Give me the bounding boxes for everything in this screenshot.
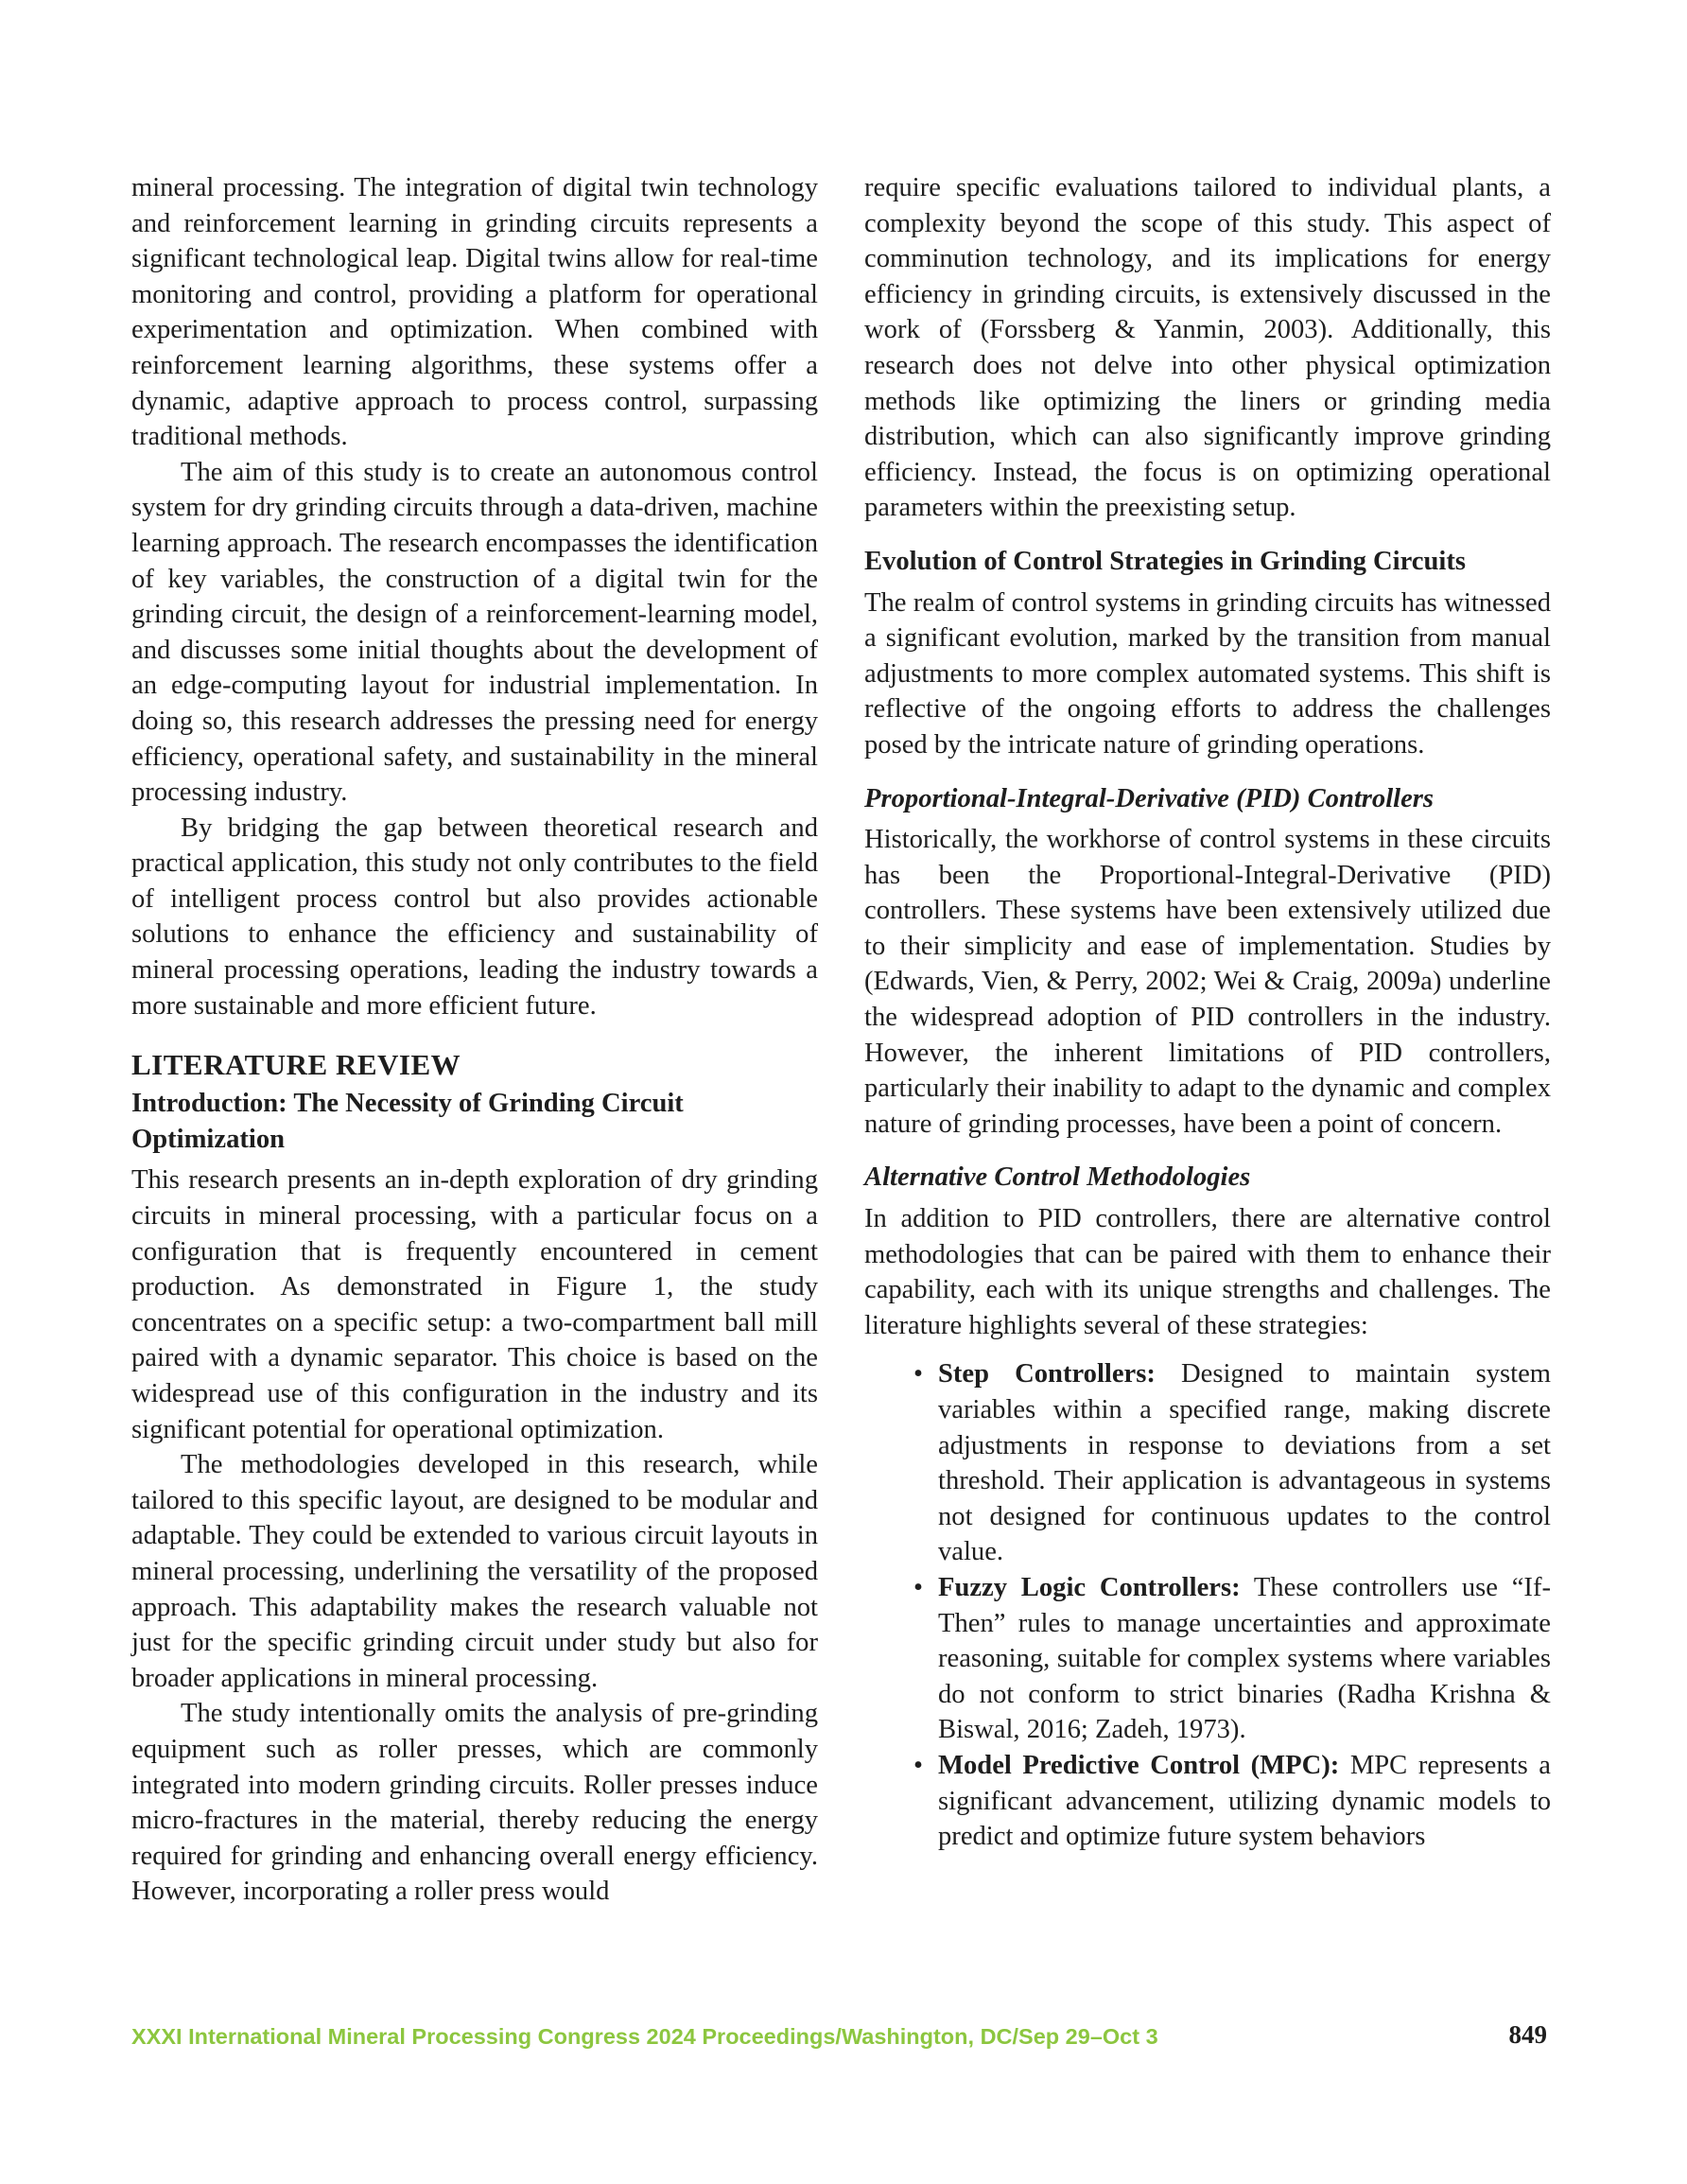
list-item-text: Designed to maintain system variables within a specified range, making discrete adjustments in response to deviations from a set threshold. Their application is advantageous in systems not designed for continuous updates to the control value. [938, 1359, 1552, 1567]
paragraph: mineral processing. The integration of digital twin technology and reinforcement learning in grinding circuits represents a significant technological leap. Digital twins allow for real-time monitoring and control, providing a platform for operational experimentation and optimization. When combined with reinforcement learning algorithms, these systems offer a dynamic, adaptive approach to process control, surpassing traditional methods. [131, 173, 818, 452]
list-item-term: Model Predictive Control (MPC): [938, 1750, 1340, 1780]
subsection-heading: Introduction: The Necessity of Grinding Circuit Optimization [131, 1089, 684, 1154]
list-item [913, 1748, 1551, 1855]
paragraph: This research presents an in-depth exploration of dry grinding circuits in mineral processing, with a particular focus on a configuration that is frequently encountered in cement production. As demonstrated in Figure 1, the study concentrates on a specific setup: a two-compartment ball mill paired with a dynamic separator. This choice is based on the widespread use of this configuration in the industry and its significant potential for operational optimization. [131, 1165, 818, 1444]
page-number: 849 [1508, 2020, 1547, 2049]
paragraph: The aim of this study is to create an autonomous control system for dry grinding circuits through a data-driven, machine learning approach. The research encompasses the identification of key variables, the construction of a digital twin for the grinding circuit, the design of a reinforcement-learning model, and discusses some initial thoughts about the development of an edge-computing layout for industrial implementation. In doing so, this research addresses the pressing need for energy efficiency, operational safety, and sustainability in the mineral processing industry. [131, 457, 818, 808]
right-column [864, 170, 1551, 1855]
list-item-text: These controllers use “If-Then” rules to manage uncertainties and approximate reasoning, suitable for complex systems where variables do not conform to strict binaries (Radha Krishna & Biswal, 2016; Zadeh, 1973). [938, 1572, 1551, 1745]
subsection-heading: Evolution of Control Strategies in Grinding Circuits [864, 546, 1466, 576]
list-item-text: MPC represents a significant advancement, utilizing dynamic models to predict and optimize future system behaviors [938, 1750, 1551, 1852]
list-item [913, 1570, 1551, 1748]
paragraph: In addition to PID controllers, there are alternative control methodologies that can be paired with them to enhance their capability, each with its unique strengths and challenges. The literature highlights several of these strategies: [864, 1204, 1551, 1340]
bullet-icon: • [913, 1359, 924, 1389]
paragraph: The methodologies developed in this research, while tailored to this specific layout, are designed to be modular and adaptable. They could be extended to various circuit layouts in mineral processing, underlining the versatility of the proposed approach. This adaptability makes the research valuable not just for the specific grinding circuit under study but also for broader applications in mineral processing. [131, 1450, 818, 1693]
list-item-term: Fuzzy Logic Controllers: [938, 1572, 1241, 1602]
paragraph: require specific evaluations tailored to individual plants, a complexity beyond the scope of this study. This aspect of comminution technology, and its implications for energy efficiency in grinding circuits, is extensively discussed in the work of (Forssberg & Yanmin, 2003). Additionally, this research does not delve into other physical optimization methods like optimizing the liners or grinding media distribution, which can also significantly improve grinding efficiency. Instead, the focus is on optimizing operational parameters within the preexisting setup. [864, 173, 1551, 523]
list-item-term: Step Controllers: [938, 1359, 1156, 1389]
footer-conference-title: XXXI International Mineral Processing Congress 2024 Proceedings/Washington, DC/Sep 29–Oct 3 [131, 2024, 1158, 2049]
bullet-list [864, 1356, 1551, 1854]
paragraph: By bridging the gap between theoretical research and practical application, this study not only contributes to the field of intelligent process control but also provides actionable solutions to enhance the efficiency and sustainability of mineral processing operations, leading the industry towards a more sustainable and more efficient future. [131, 812, 818, 1021]
bullet-icon: • [913, 1572, 924, 1602]
subsection-heading: Proportional-Integral-Derivative (PID) Controllers [864, 783, 1435, 813]
paragraph: The realm of control systems in grinding circuits has witnessed a significant evolution, marked by the transition from manual adjustments to more complex automated systems. This shift is reflective of the ongoing efforts to address the challenges posed by the intricate nature of grinding operations. [864, 587, 1551, 760]
paragraph: Historically, the workhorse of control systems in these circuits has been the Proportional-Integral-Derivative (PID) controllers. These systems have been extensively utilized due to their simplicity and ease of implementation. Studies by (Edwards, Vien, & Perry, 2002; Wei & Craig, 2009a) underline the widespread adoption of PID controllers in the industry. However, the inherent limitations of PID controllers, particularly their inability to adapt to the dynamic and complex nature of grinding processes, have been a point of concern. [864, 825, 1551, 1139]
left-column [131, 170, 818, 1910]
subsection-heading: Alternative Control Methodologies [864, 1162, 1251, 1193]
list-item [913, 1356, 1552, 1570]
section-heading: LITERATURE REVIEW [131, 1048, 461, 1082]
paragraph: The study intentionally omits the analysis of pre-grinding equipment such as roller presses, which are commonly integrated into modern grinding circuits. Roller presses induce micro-fractures in the material, thereby reducing the energy required for grinding and enhancing overall energy efficiency. However, incorporating a roller press would [131, 1699, 818, 1907]
bullet-icon: • [913, 1750, 924, 1780]
